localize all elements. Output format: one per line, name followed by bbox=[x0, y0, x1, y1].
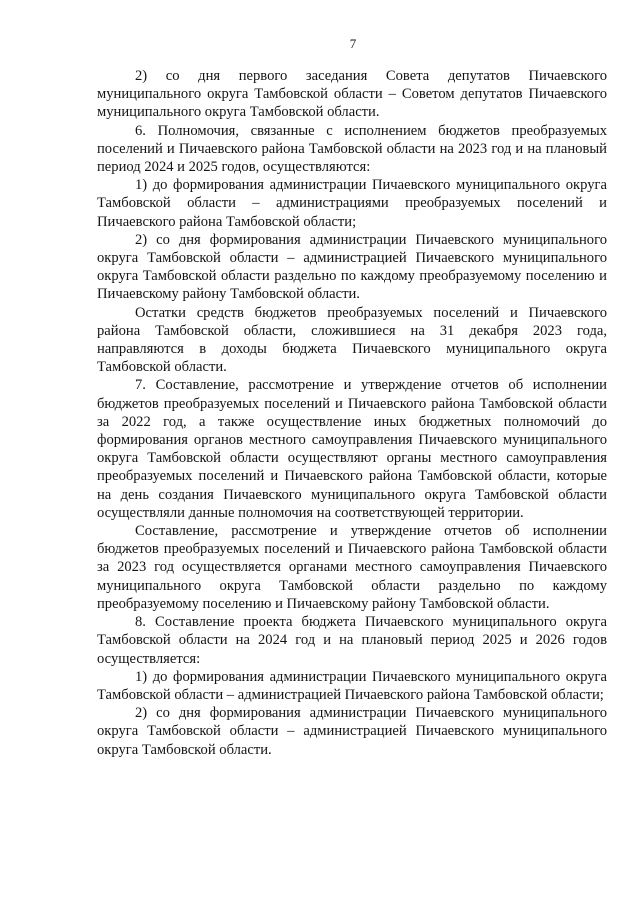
paragraph-section-8-item-2: 2) со дня формирования администрации Пичаевского муниципального округа Тамбовской области – администрацией Пичаевского муниципального округа Тамбовской области. bbox=[97, 705, 607, 758]
paragraph-section-6-item-1: 1) до формирования администрации Пичаевского муниципального округа Тамбовской области – администрациями преобразуемых поселений и Пичаевского района Тамбовской области; bbox=[97, 177, 607, 230]
paragraph-section-8-item-1: 1) до формирования администрации Пичаевского муниципального округа Тамбовской области – администрацией Пичаевского района Тамбовской области; bbox=[97, 668, 607, 703]
paragraph-section-6-item-2: 2) со дня формирования администрации Пичаевского муниципального округа Тамбовской области – администрацией Пичаевского муниципального округа Тамбовской области раздельно по каждому преобразуемому поселению и Пичаевскому району Тамбовской области. bbox=[97, 231, 607, 303]
paragraph-section-6: 6. Полномочия, связанные с исполнением бюджетов преобразуемых поселений и Пичаевского района Тамбовской области на 2023 год и на плановый период 2024 и 2025 годов, осуществляются: bbox=[97, 122, 607, 176]
page-number: 7 bbox=[349, 36, 357, 51]
paragraph-section-8: 8. Составление проекта бюджета Пичаевского муниципального округа Тамбовской области на 2024 год и на плановый период 2025 и 2026 годов осуществляется: bbox=[97, 614, 607, 667]
paragraph-budget-balances: Остатки средств бюджетов преобразуемых поселений и Пичаевского района Тамбовской области, сложившиеся на 31 декабря 2023 года, направляются в доходы бюджета Пичаевского муниципального округа Тамбовской области. bbox=[97, 304, 607, 376]
paragraph-section-7: 7. Составление, рассмотрение и утверждение отчетов об исполнении бюджетов преобразуемых поселений и Пичаевского района Тамбовской области за 2022 год, а также осуществление иных бюджетных полномочий до формирования органов местного самоуправления Пичаевского муниципального округа Тамбовской области осуществляют органы местного самоуправления преобразуемых поселений и Пичаевского района Тамбовской области, которые на день создания Пичаевского муниципального округа Тамбовской области осуществляли данные полномочия на соответствующей территории. bbox=[97, 377, 607, 521]
paragraph-item-2-council: 2) со дня первого заседания Совета депутатов Пичаевского муниципального округа Тамбовской области – Советом депутатов Пичаевского муниципального округа Тамбовской области. bbox=[97, 68, 607, 121]
paragraph-reports-2023: Составление, рассмотрение и утверждение отчетов об исполнении бюджетов преобразуемых поселений и Пичаевского района Тамбовской области за 2023 год осуществляется органами местного самоуправления Пичаевского муниципального округа Тамбовской области раздельно по каждому преобразуемому поселению и Пичаевскому району Тамбовской области. bbox=[97, 523, 607, 612]
document-body bbox=[97, 67, 607, 759]
